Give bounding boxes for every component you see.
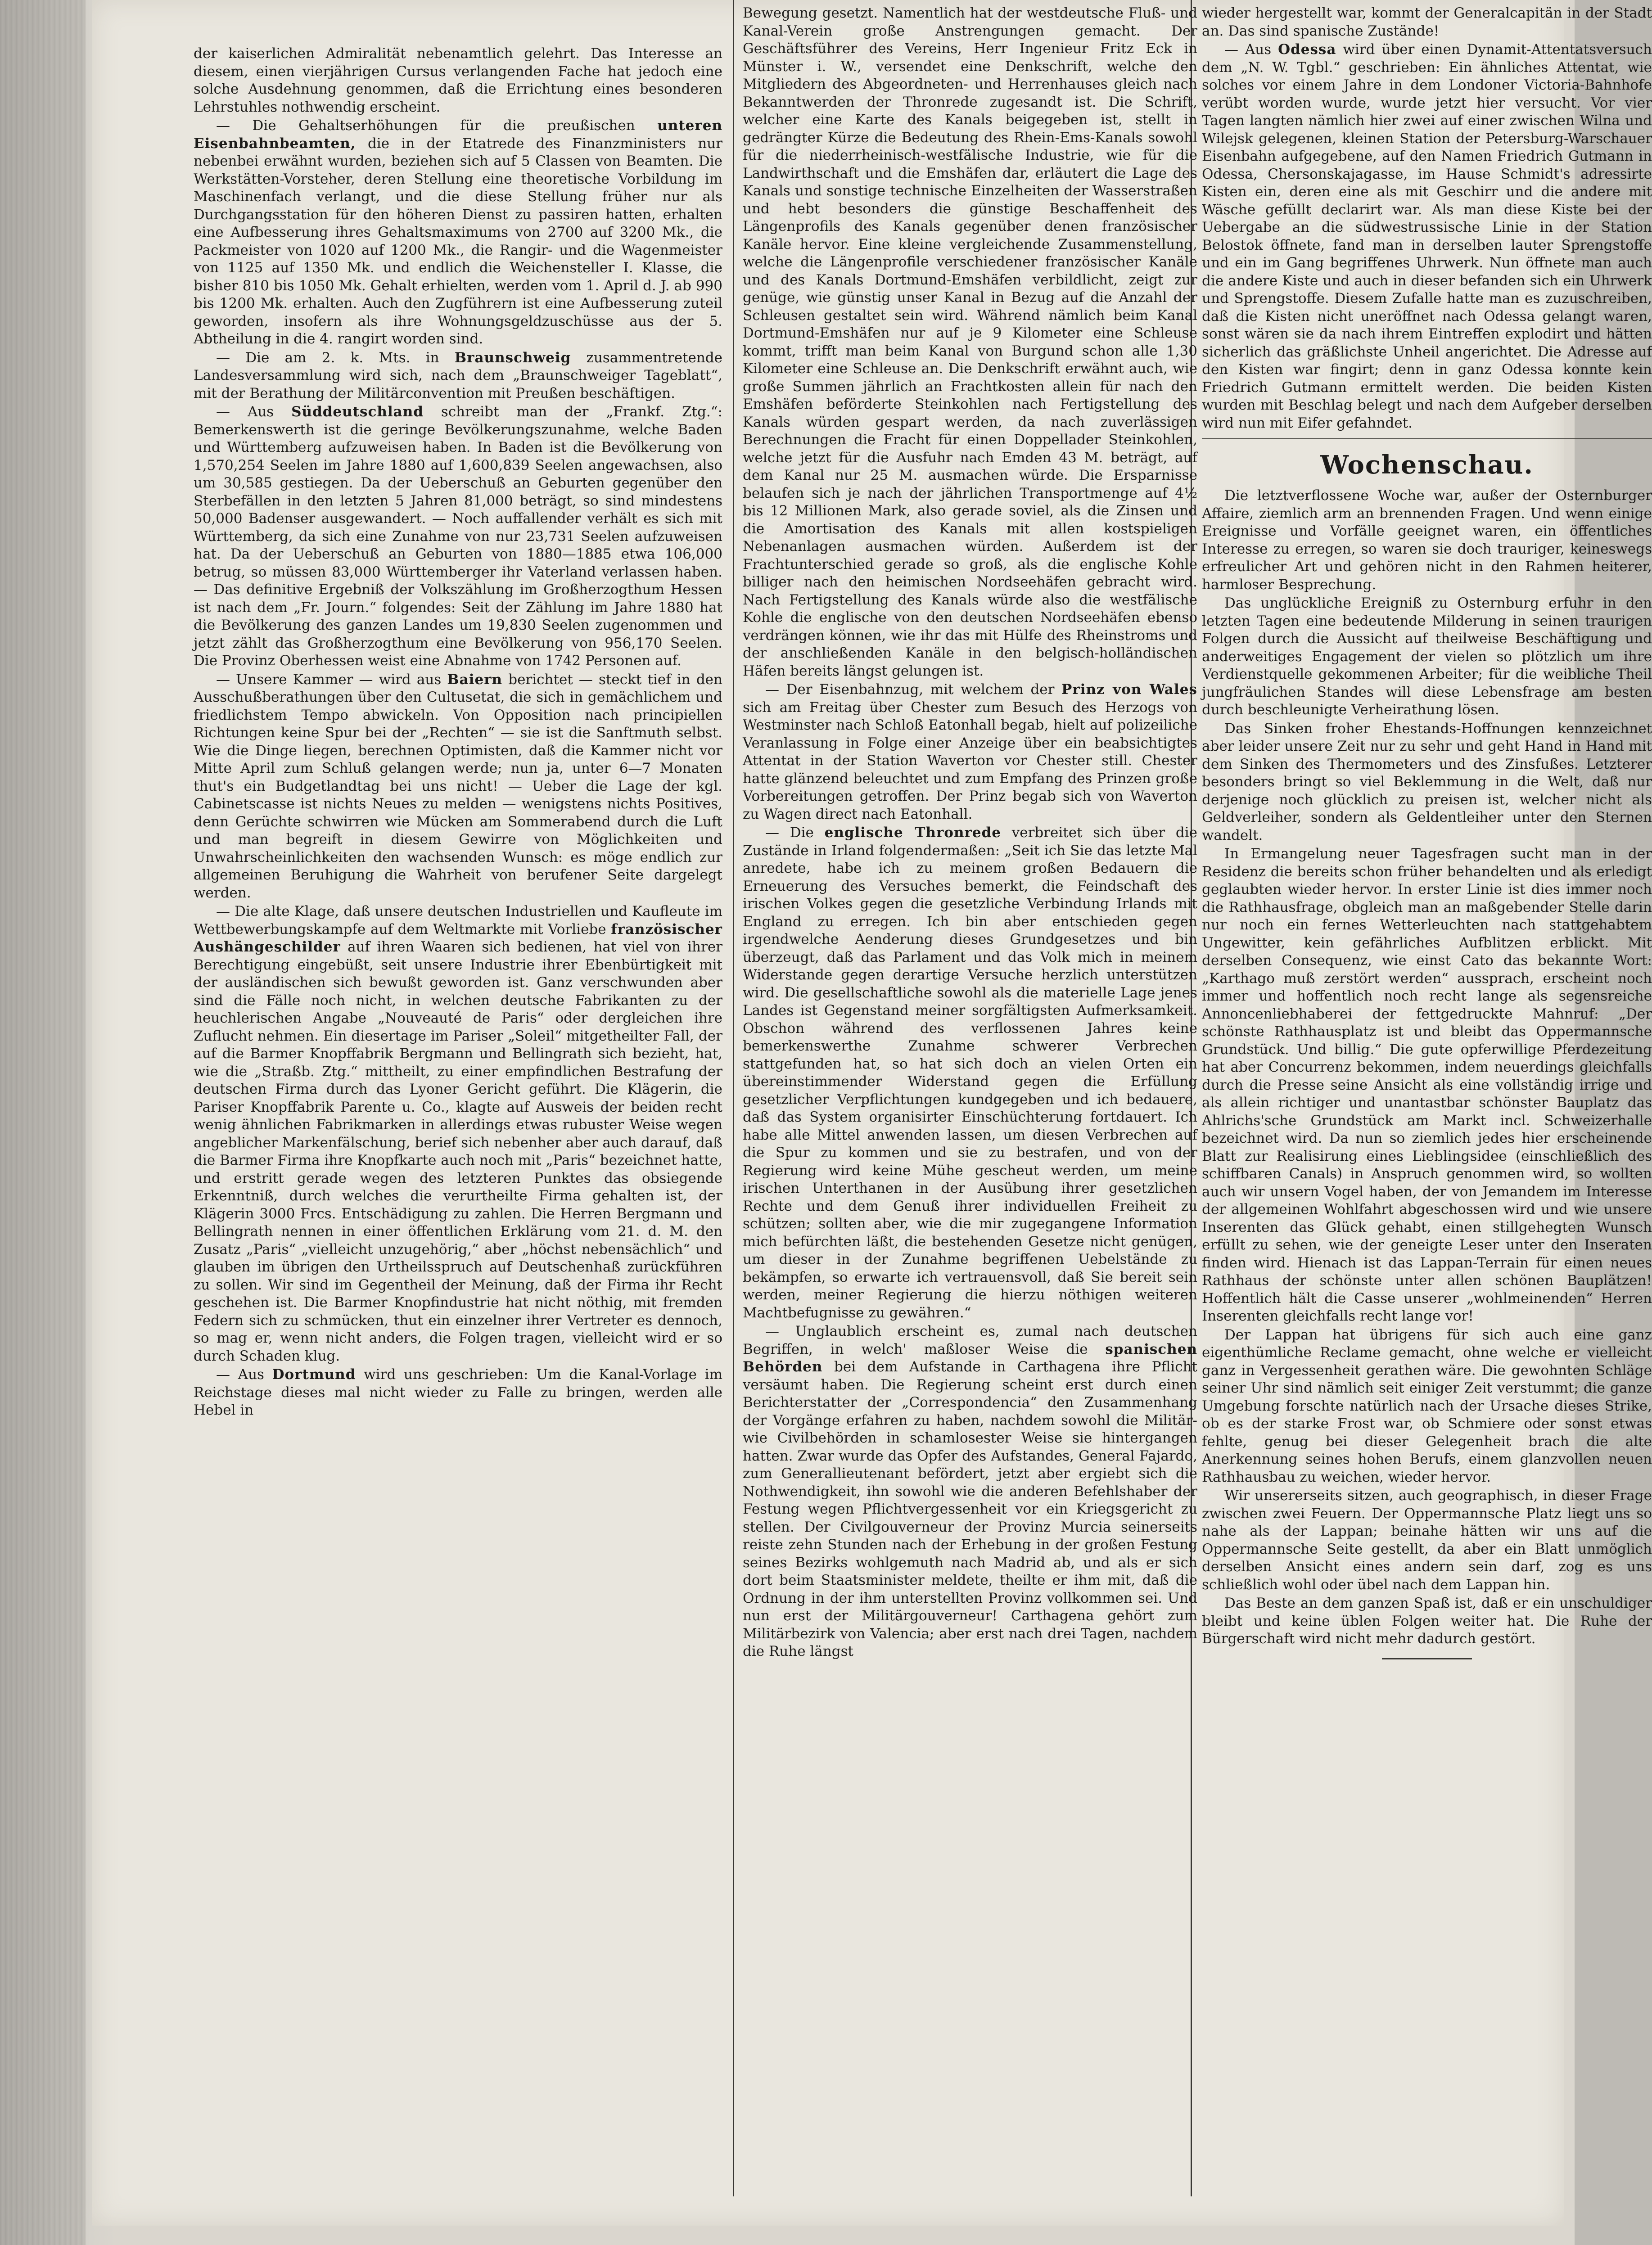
section-rule [1202,438,1652,440]
article-paragraph [743,824,1197,1322]
paragraph-text: Wir unsererseits sitzen, auch geographisch, in dieser Frage zwischen zwei Feuern. Der Oppermannsche Platz liegt uns so nahe als der Lappan; beinahe hätten wir uns auf die Oppermannsche Seite gestellt, da aber ein Blatt unmöglich derselben Ansicht eines andern sein darf, zog es uns schließlich wohl oder übel nach dem Lappan hin. [1202,1488,1652,1593]
paragraph-text: die in der Etatrede des Finanzministers nur nebenbei erwähnt wurden, beziehen sich auf 5 Classen von Beamten. Die Werkstätten-Vorsteher, deren Stellung eine theoretische Vorbildung im Maschinenfach verlangt, und die diese Stellung früher nur als Durchgangsstation für den höheren Dienst zu passiren hatten, erhalten eine Aufbesserung ihres Gehaltsmaximums von 2700 auf 3200 Mk., die Packmeister von 1020 auf 1200 Mk., die Rangir- und die Wagenmeister von 1125 auf 1350 Mk. und endlich die Weichensteller I. Klasse, die bisher 810 bis 1050 Mk. Gehalt erhielten, werden vom 1. April d. J. ab 990 bis 1200 Mk. erhalten. Auch den Zugführern ist eine Aufbesserung zuteil geworden, insofern als ihre Wohnungsgeldzuschüsse aus der 5. Abtheilung in die 4. rangirt worden sind. [194,135,722,347]
article-paragraph [743,681,1197,823]
paragraph-text: zusammentretende Landesversammlung wird sich, nach dem „Braunschweiger Tageblatt“, mit der Berathung der Militärconvention mit Preußen beschäftigen. [194,349,722,401]
column-1 [194,45,722,2194]
emphasized-keyword: Süddeutschland [291,404,424,420]
emphasized-keyword: englische Thronrede [824,825,1001,841]
paragraph-lead: — Der Eisenbahnzug, mit welchem der [765,681,1062,698]
article-paragraph [1202,487,1652,594]
paragraph-lead: — Aus [216,404,292,420]
article-paragraph [1202,41,1652,432]
article-paragraph [1202,595,1652,719]
paragraph-text: Die letztverflossene Woche war, außer der Osternburger Affaire, ziemlich arm an brennenden Fragen. Und wenn einige Ereignisse und Vorfälle geeignet waren, ein öffentliches Interesse zu erregen, so waren sie doch trauriger, keineswegs erfreulicher Art und gehören nicht in den Rahmen heiterer, harmloser Besprechung. [1202,487,1652,593]
article-paragraph [1202,5,1652,40]
paragraph-text: Das unglückliche Ereigniß zu Osternburg erfuhr in den letzten Tagen eine bedeutende Milderung in seinen traurigen Folgen durch die Aussicht auf theilweise Beschäftigung und anderweitiges Engagement der vielen so plötzlich um ihre Verdienstquelle gekommenen Arbeiter; für die weibliche Theil jungfräulichen Standes will diese Lebensfrage am besten durch beschleunigte Verheirathung lösen. [1202,595,1652,718]
article-paragraph [743,5,1197,680]
emphasized-keyword: Odessa [1278,41,1336,58]
newspaper-page [92,0,1652,2226]
article-paragraph [194,403,722,670]
paragraph-lead: — Die alte Klage, daß unsere deutschen Industriellen und Kaufleute im Wettbewerbungskampfe auf dem Weltmarkte mit Vorliebe [194,903,722,938]
emphasized-keyword: Baiern [447,671,503,688]
emphasized-keyword: unteren Eisenbahnbeamten, [194,117,722,152]
article-paragraph [743,1323,1197,1661]
end-rule [1382,1658,1472,1659]
article-paragraph [1202,845,1652,1325]
paragraph-lead: — Die am 2. k. Mts. in [216,349,455,366]
paragraph-lead: — Unsere Kammer — wird aus [216,671,447,688]
paragraph-text: der kaiserlichen Admiralität nebenamtlich gelehrt. Das Interesse an diesem, einen vierjährigen Cursus verlangenden Fache hat jedoch eine solche Ausdehnung genommen, daß die Errichtung eines besonderen Lehrstuhles nothwendig erscheint. [194,45,722,115]
paragraph-text: wird uns geschrieben: Um die Kanal-Vorlage im Reichstage dieses mal nicht wieder zu Falle zu bringen, werden alle Hebel in [194,1366,722,1418]
emphasized-keyword: französischer Aushängeschilder [194,921,722,955]
column-3 [1202,5,1652,2194]
article-paragraph [194,903,722,1365]
column-divider-1 [733,0,734,2196]
article-paragraph [194,1366,722,1420]
paragraph-lead: — Unglaublich erscheint es, zumal nach deutschen Begriffen, in welch' maßloser Weise die [743,1323,1197,1357]
paragraph-text: wieder hergestellt war, kommt der Generalcapitän in der Stadt an. Das sind spanische Zustände! [1202,5,1652,39]
paragraph-text: verbreitet sich über die Zustände in Irland folgendermaßen: „Seit ich Sie das letzte Mal anredete, habe ich zu meinem großen Bedauern die Erneuerung des Versuches bemerkt, die Feindschaft des irischen Volkes gegen die gesetzliche Verbindung Irlands mit England zu erregen. Ich bin aber entschieden gegen irgendwelche Aenderung dieses Grundgesetzes und bin überzeugt, daß das Parlament und das Volk mich in meinem Widerstande gegen derartige Versuche herzlich unterstützen wird. Die gesellschaftliche sowohl als die materielle Lage jenes Landes ist Gegenstand meiner sorgfältigsten Aufmerksamkeit. Obschon während des verflossenen Jahres keine bemerkenswerthe Zunahme schwerer Verbrechen stattgefunden hat, so hat sich doch an vielen Orten ein übereinstimmender Widerstand gegen die Erfüllung gesetzlicher Verpflichtungen kundgegeben und ich bedauere, daß das System organisirter Einschüchterung fortdauert. Ich habe alle Mittel anwenden lassen, um diesen Verbrechen auf die Spur zu kommen und sie zu bestrafen, und von der Regierung wird keine Mühe gescheut werden, um meine irischen Unterthanen in der Ausübung ihrer gesetzlichen Rechte und dem Genuß ihrer individuellen Freiheit zu schützen; sollten aber, wie die mir zugegangene Information mich befürchten läßt, die bestehenden Gesetze nicht genügen, um dieser in der Zunahme begriffenen Uebelstände zu bekämpfen, so erwarte ich vertrauensvoll, daß Sie bereit sein werden, meiner Regierung die hierzu nöthigen weiteren Machtbefugnisse zu gewähren.“ [743,825,1198,1321]
column-2 [743,5,1197,2194]
emphasized-keyword: Braunschweig [454,349,571,366]
paragraph-lead: — Aus [1224,41,1278,58]
paragraph-lead: — Die [765,825,825,841]
article-paragraph [194,45,722,116]
paragraph-text: Das Beste an dem ganzen Spaß ist, daß er ein unschuldiger bleibt und keine üblen Folgen weiter hat. Die Ruhe der Bürgerschaft wird nicht mehr dadurch gestört. [1202,1595,1652,1647]
page-stack-edge [0,0,86,2245]
paragraph-text: sich am Freitag über Chester zum Besuch des Herzogs von Westminster nach Schloß Eatonhall begab, hielt auf polizeiliche Veranlassung in Folge einer Anzeige über ein beabsichtigtes Attentat in der Station Waverton vor Chester still. Chester hatte glänzend beleuchtet und zum Empfang des Prinzen große Vorbereitungen getroffen. Der Prinz begab sich von Waverton zu Wagen direct nach Eatonhall. [743,699,1197,822]
paragraph-text: Der Lappan hat übrigens für sich auch eine ganz eigenthümliche Reclame gemacht, ohne welche er vielleicht ganz in Vergessenheit gerathen wäre. Die gewohnten Schläge seiner Uhr sind nämlich seit einiger Zeit verstummt; die ganze Umgebung forschte natürlich nach der Ursache dieses Strike, ob es der starke Frost war, ob Schmiere oder sonst etwas fehlte, genug bei dieser Gelegenheit brach die alte Anerkennung seines hohen Berufs, einem glanzvollen neuen Rathhausbau zu weichen, wieder hervor. [1202,1326,1652,1485]
emphasized-keyword: spanischen Behörden [743,1341,1197,1375]
paragraph-text: Bewegung gesetzt. Namentlich hat der westdeutsche Fluß- und Kanal-Verein große Anstrengungen gemacht. Der Geschäftsführer des Vereins, Herr Ingenieur Fritz Eck in Münster i. W., versendet eine Denkschrift, welche den Mitgliedern des Abgeordneten- und Herrenhauses gleich nach Bekanntwerden der Thronrede zugesandt ist. Die Schrift, welcher eine Karte des Kanals beigegeben ist, stellt in gedrängter Kürze die Bedeutung des Rhein-Ems-Kanals sowohl für die niederrheinisch-westfälische Industrie, wie für die Landwirthschaft und die Emshäfen dar, erläutert die Lage des Kanals und sonstige technische Einzelheiten der Wasserstraßen und hebt besonders die günstige Beschaffenheit des Längenprofils des Kanals gegenüber denen französischer Kanäle hervor. Eine kleine vergleichende Zusammenstellung, welche die Längenprofile verschiedener französischer Kanäle und des Kanals Dortmund-Emshäfen verbildlicht, zeigt zur genüge, wie günstig unser Kanal in Bezug auf die Anzahl der Schleusen gestaltet sein wird. Während nämlich beim Kanal Dortmund-Emshäfen nur auf je 9 Kilometer eine Schleuse kommt, trifft man beim Kanal von Burgund schon alle 1,30 Kilometer eine Schleuse an. Die Denkschrift erwähnt auch, wie große Summen jährlich an Frachtkosten allein für nach den Emshäfen beförderte Steinkohlen nach Fertigstellung des Kanals würden gespart werden, da nach zuverlässigen Berechnungen die Fracht für einen Doppellader Steinkohlen, welche jetzt für die Ausfuhr nach Emden 43 M. beträgt, auf dem Kanal nur 25 M. ausmachen würde. Die Ersparnisse belaufen sich je nach der jährlichen Transportmenge auf 4½ bis 12 Millionen Mark, also gerade soviel, als die Zinsen und die Amortisation des Kanals mit allen kostspieligen Nebenanlagen ausmachen würden. Außerdem ist der Frachtunterschied gerade so groß, als die englische Kohle billiger nach den heimischen Nordseehäfen gebracht wird. Nach Fertigstellung des Kanals würde also die westfälische Kohle die englische von den deutschen Nordseehäfen ebenso verdrängen können, wie ihr das mit Hülfe des Rheinstroms und der anschließenden Kanäle in den belgisch-holländischen Häfen bereits längst gelungen ist. [743,5,1197,679]
article-paragraph [1202,1487,1652,1594]
emphasized-keyword: Dortmund [272,1366,356,1383]
article-paragraph [1202,1595,1652,1648]
article-paragraph [1202,1326,1652,1487]
article-paragraph [194,349,722,403]
paragraph-text: schreibt man der „Frankf. Ztg.“: Bemerkenswerth ist die geringe Bevölkerungszunahme, welche Baden und Württemberg aufzuweisen haben. In Baden ist die Bevölkerung von 1,570,254 Seelen im Jahre 1880 auf 1,600,839 Seelen angewachsen, also um 30,585 gestiegen. Da der Ueberschuß an Geburten gegenüber den Sterbefällen in den letzten 5 Jahren 81,000 beträgt, so sind mindestens 50,000 Badenser ausgewandert. — Noch auffallender verhält es sich mit Württemberg, da sich eine Zunahme von nur 23,731 Seelen aufzuweisen hat. Da der Ueberschuß an Geburten von 1880—1885 etwa 106,000 betrug, so müssen 83,000 Württemberger ihr Vaterland verlassen haben. — Das definitive Ergebniß der Volkszählung im Großherzogthum Hessen ist nach dem „Fr. Journ.“ folgendes: Seit der Zählung im Jahre 1880 hat die Bevölkerung des ganzen Landes um 19,830 Seelen zugenommen und jetzt zählt das Großherzogthum eine Bevölkerung von 956,170 Seelen. Die Provinz Oberhessen weist eine Abnahme von 1742 Personen auf. [194,404,722,669]
paragraph-text: bei dem Aufstande in Carthagena ihre Pflicht versäumt haben. Die Regierung scheint erst durch einen Berichterstatter der „Correspondencia“ den Zusammenhang der Vorgänge erfahren zu haben, nachdem sowohl die Militär- wie Civilbehörden in schamlosester Weise sie hintergangen hatten. Zwar wurde das Opfer des Aufstandes, General Fajardo, zum Generallieutenant befördert, jetzt aber ergiebt sich die Nothwendigkeit, ihn sowohl wie die anderen Befehlshaber der Festung wegen Pflichtvergessenheit vor ein Kriegsgericht zu stellen. Der Civilgouverneur der Provinz Murcia seinerseits reiste zehn Stunden nach der Erhebung in der großen Festung seines Bezirks wohlgemuth nach Madrid ab, und als er sich dort beim Staatsminister meldete, theilte er ihm mit, daß die Ordnung in der ihm unterstellten Provinz vollkommen sei. Und nun erst der Militärgouverneur! Carthagena gehört zum Militärbezirk von Valencia; aber erst nach drei Tagen, nachdem die Ruhe längst [743,1359,1197,1659]
paragraph-text: Das Sinken froher Ehestands-Hoffnungen kennzeichnet aber leider unsere Zeit nur zu sehr und geht Hand in Hand mit dem Sinken des Thermometers und des Zinsfußes. Letzterer besonders bringt so viel Beklemmung in die Welt, daß nur derjenige noch glücklich zu preisen ist, welcher nicht als Geldverleiher, sondern als Geldentleiher unter den Sternen wandelt. [1202,720,1652,843]
article-paragraph [194,671,722,902]
paragraph-text: wird über einen Dynamit-Attentatsversuch dem „N. W. Tgbl.“ geschrieben: Ein ähnliches Attentat, wie solches vor einem Jahre in dem Londoner Victoria-Bahnhofe verübt worden wurde, wurde jetzt hier versucht. Vor vier Tagen langten nämlich hier zwei auf einer zwischen Wilna und Wilejsk gelegenen, kleinen Station der Petersburg-Warschauer Eisenbahn aufgegebene, auf den Namen Friedrich Gutmann in Odessa, Chersonskajagasse, im Hause Schmidt's adressirte Kisten ein, deren eine als mit Geschirr und die andere mit Wäsche gefüllt declarirt war. Als man diese Kiste bei der Uebergabe an die südwestrussische Linie in der Station Belostok öffnete, fand man in derselben lauter Sprengstoffe und ein im Gang begriffenes Uhrwerk. Nun öffnete man auch die andere Kiste und auch in dieser befanden sich ein Uhrwerk und Sprengstoffe. Diesem Zufalle hatte man es zuzuschreiben, daß die Kisten nicht uneröffnet nach Odessa gelangt waren, sonst wären sie da nach ihrem Eintreffen explodirt und hätten sicherlich das gräßlichste Unheil angerichtet. Die Adresse auf den Kisten war fingirt; denn in ganz Odessa konnte kein Friedrich Gutmann ermittelt werden. Die beiden Kisten wurden mit Beschlag belegt und nach dem Aufgeber derselben wird nun mit Eifer gefahndet. [1202,41,1652,431]
paragraph-text: In Ermangelung neuer Tagesfragen sucht man in der Residenz die bereits schon früher behandelten und als erledigt geglaubten wieder hervor. In erster Linie ist dies immer noch die Rathhausfrage, obgleich man an maßgebender Stelle darin nur noch ein fernes Wetterleuchten nach stattgehabtem Ungewitter, kein gefährliches Aufblitzen erblickt. Mit derselben Consequenz, wie einst Cato das bekannte Wort: „Karthago muß zerstört werden“ aussprach, erscheint noch immer und hoffentlich noch recht lange als segensreiche Annoncenliebhaberei der fettgedruckte Mahnruf: „Der schönste Rathhausplatz ist und bleibt das Oppermannsche Grundstück. Und billig.“ Die gute opferwillige Pferdezeitung hat aber Concurrenz bekommen, indem neuerdings gleichfalls durch die Presse seine Ansicht als eine vollständig irrige und als allein richtiger und unantastbar schönster Bauplatz das Ahlrichs'sche Grundstück am Markt incl. Schweizerhalle bezeichnet wird. Da nun so ziemlich jedes hier erscheinende Blatt zur Realisirung eines Lieblingsidee (einschließlich des schiffbaren Canals) in Anspruch genommen wird, so wollten auch wir unsern Vogel haben, der von Jemandem im Interesse der allgemeinen Wohlfahrt abgeschossen wird und wie unsere Inserenten das Glück gehabt, einen stillgehegten Wunsch erfüllt zu sehen, wie der geneigte Leser unter den Inseraten finden wird. Hienach ist das Lappan-Terrain für einen neues Rathhaus der schönste unter allen schönen Bauplätzen! Hoffentlich hält die Casse unserer „wohlmeinenden“ Herren Inserenten gleichfalls recht lange vor! [1202,846,1652,1324]
section-title: Wochenschau. [1320,450,1534,480]
emphasized-keyword: Prinz von Wales [1061,681,1197,698]
article-paragraph [194,117,722,348]
paragraph-lead: — Aus [216,1366,272,1383]
article-paragraph [1202,720,1652,845]
paragraph-lead: — Die Gehaltserhöhungen für die preußischen [216,117,658,134]
paragraph-text: auf ihren Waaren sich bedienen, hat viel von ihrer Berechtigung eingebüßt, seit unsere Industrie ihrer Ebenbürtigkeit mit der ausländischen sich bewußt geworden ist. Ganz verschwunden aber sind die Fälle noch nicht, in welchen deutsche Fabrikanten zu der heuchlerischen Angabe „Nouveauté de Paris“ oder dergleichen ihre Zuflucht nehmen. Ein diesertage im Pariser „Soleil“ mitgetheilter Fall, der auf die Barmer Knopffabrik Bergmann und Bellingrath sich bezieht, hat, wie die „Straßb. Ztg.“ mittheilt, zu einer empfindlichen Bestrafung der deutschen Firma durch das Lyoner Gericht geführt. Die Klägerin, die Pariser Knopffabrik Parente u. Co., klagte auf Ausweis der beiden recht wenig ähnlichen Fabrikmarken in allerdings etwas rubuster Weise wegen angeblicher Markenfälschung, berief sich nebenher aber auch darauf, daß die Barmer Firma ihre Knopfkarte auch noch mit „Paris“ bezeichnet hatte, und erstritt gerade wegen des letzteren Punktes das obsiegende Erkenntniß, durch welches die verurtheilte Firma gehalten ist, der Klägerin 3000 Frcs. Entschädigung zu zahlen. Die Herren Bergmann und Bellingrath nennen in einer öffentlichen Erklärung vom 21. d. M. den Zusatz „Paris“ „vielleicht unzugehörig,“ aber „höchst nebensächlich“ und glauben im übrigen den Urtheilsspruch auf Deutschenhaß zurückführen zu sollen. Wir sind im Gegentheil der Meinung, daß der Firma ihr Recht geschehen ist. Die Barmer Knopfindustrie hat nicht nöthig, mit fremden Federn sich zu schmücken, thut ein einzelner ihrer Vertreter es dennoch, so mag er, wenn nicht anders, die Folgen tragen, vielleicht wird er so durch Schaden klug. [194,939,722,1364]
paragraph-text: berichtet — steckt tief in den Ausschußberathungen über den Cultusetat, die sich in gemächlichem und friedlichstem Tempo abwickeln. Von Opposition nach principiellen Richtungen keine Spur bei der „Rechten“ — sie ist die Sanftmuth selbst. Wie die Dinge liegen, berechnen Optimisten, daß die Kammer nicht vor Mitte April zum Schluß gelangen werde; nun ja, unter 6—7 Monaten thut's ein Budgetlandtag bei uns nicht! — Ueber die Lage der kgl. Cabinetscasse ist nichts Neues zu melden — wenigstens nichts Positives, denn Gerüchte schwirren wie Mücken am Sommerabend durch die Luft und man begreift in diesem Gewirre von Möglichkeiten und Unwahrscheinlichkeiten den wachsenden Wunsch: es möge endlich zur allgemeinen Beruhigung die Wahrheit von berufener Seite dargelegt werden. [194,671,722,901]
